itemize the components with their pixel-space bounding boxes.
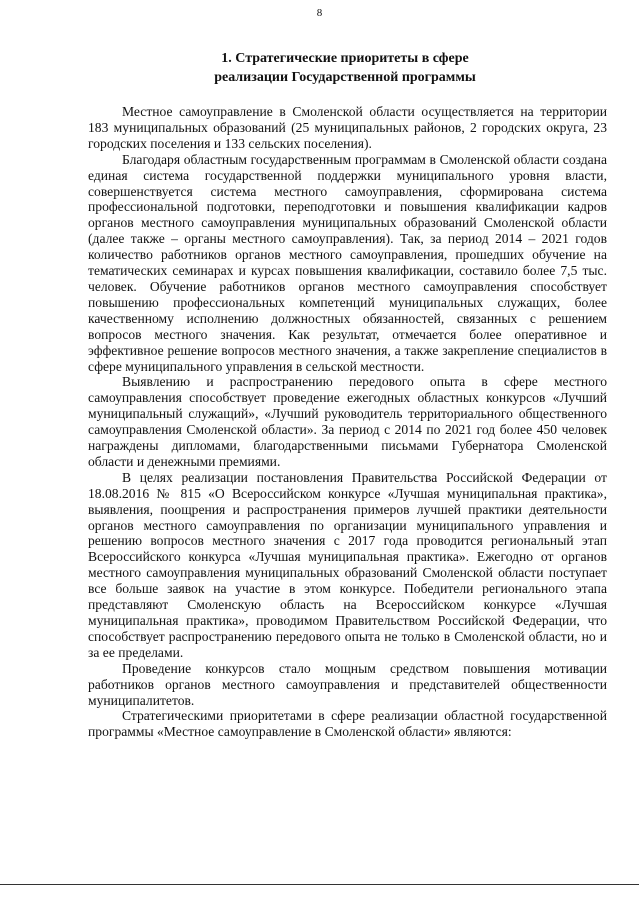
body-text <box>88 104 607 740</box>
section-heading-line-1: 1. Стратегические приоритеты в сфере <box>221 51 469 66</box>
section-heading <box>170 49 520 87</box>
section-heading-line-2: реализации Государственной программы <box>214 70 476 85</box>
paragraph-training: Благодаря областным государственным программам в Смоленской области создана единая система государственной поддержки муниципального уровня власти, совершенствуется система местного самоуправления, сформирована система профессиональной подготовки, переподготовки и повышения квалификации кадров органов местного самоуправления муниципальных образований Смоленской области (далее также – органы местного самоуправления). Так, за период 2014 – 2021 годов количество работников органов местного самоуправления, прошедших обучение на тематических семинарах и курсах повышения квалификации, составило более 7,5 тыс. человек. Обучение работников органов местного самоуправления способствует повышению профессиональных компетенций муниципальных служащих, более качественному исполнению должностных обязанностей, связанных с решением вопросов местного значения. Как результат, отмечается более оперативное и эффективное решение вопросов местного значения, а также закрепление специалистов в сфере муниципального управления в сельской местности. <box>88 151 607 374</box>
paragraph-best-practice: В целях реализации постановления Правительства Российской Федерации от 18.08.2016 № 815 «О Всероссийском конкурсе «Лучшая муниципальная практика», выявления, поощрения и распространения примеров лучшей практики деятельности органов местного самоуправления по организации муниципального управления и решению вопросов местного значения с 2017 года проводится региональный этап Всероссийского конкурса «Лучшая муниципальная практика». Ежегодно от органов местного самоуправления муниципальных образований Смоленской области поступает все больше заявок на участие в этом конкурсе. Победители регионального этапа представляют Смоленскую область на Всероссийском конкурсе «Лучшая муниципальная практика», проводимом Правительством Российской Федерации, что способствует распространению передового опыта не только в Смоленской области, но и за ее пределами. <box>88 469 607 660</box>
footer-divider <box>0 884 639 885</box>
paragraph-motivation: Проведение конкурсов стало мощным средством повышения мотивации работников органов местного самоуправления и представителей общественности муниципалитетов. <box>88 660 607 708</box>
paragraph-contests: Выявлению и распространению передового опыта в сфере местного самоуправления способствует проведение ежегодных областных конкурсов «Лучший муниципальный служащий», «Лучший руководитель территориального общественного самоуправления Смоленской области». За период с 2014 по 2021 год более 450 человек награждены дипломами, благодарственными письмами Губернатора Смоленской области и денежными премиями. <box>88 374 607 469</box>
paragraph-municipalities: Местное самоуправление в Смоленской области осуществляется на территории 183 муниципальных образований (25 муниципальных районов, 2 городских округа, 23 городских поселения и 133 сельских поселения). <box>88 104 607 151</box>
paragraph-priorities: Стратегическими приоритетами в сфере реализации областной государственной программы «Местное самоуправление в Смоленской области» являются: <box>88 708 607 740</box>
page-number: 8 <box>316 7 323 19</box>
